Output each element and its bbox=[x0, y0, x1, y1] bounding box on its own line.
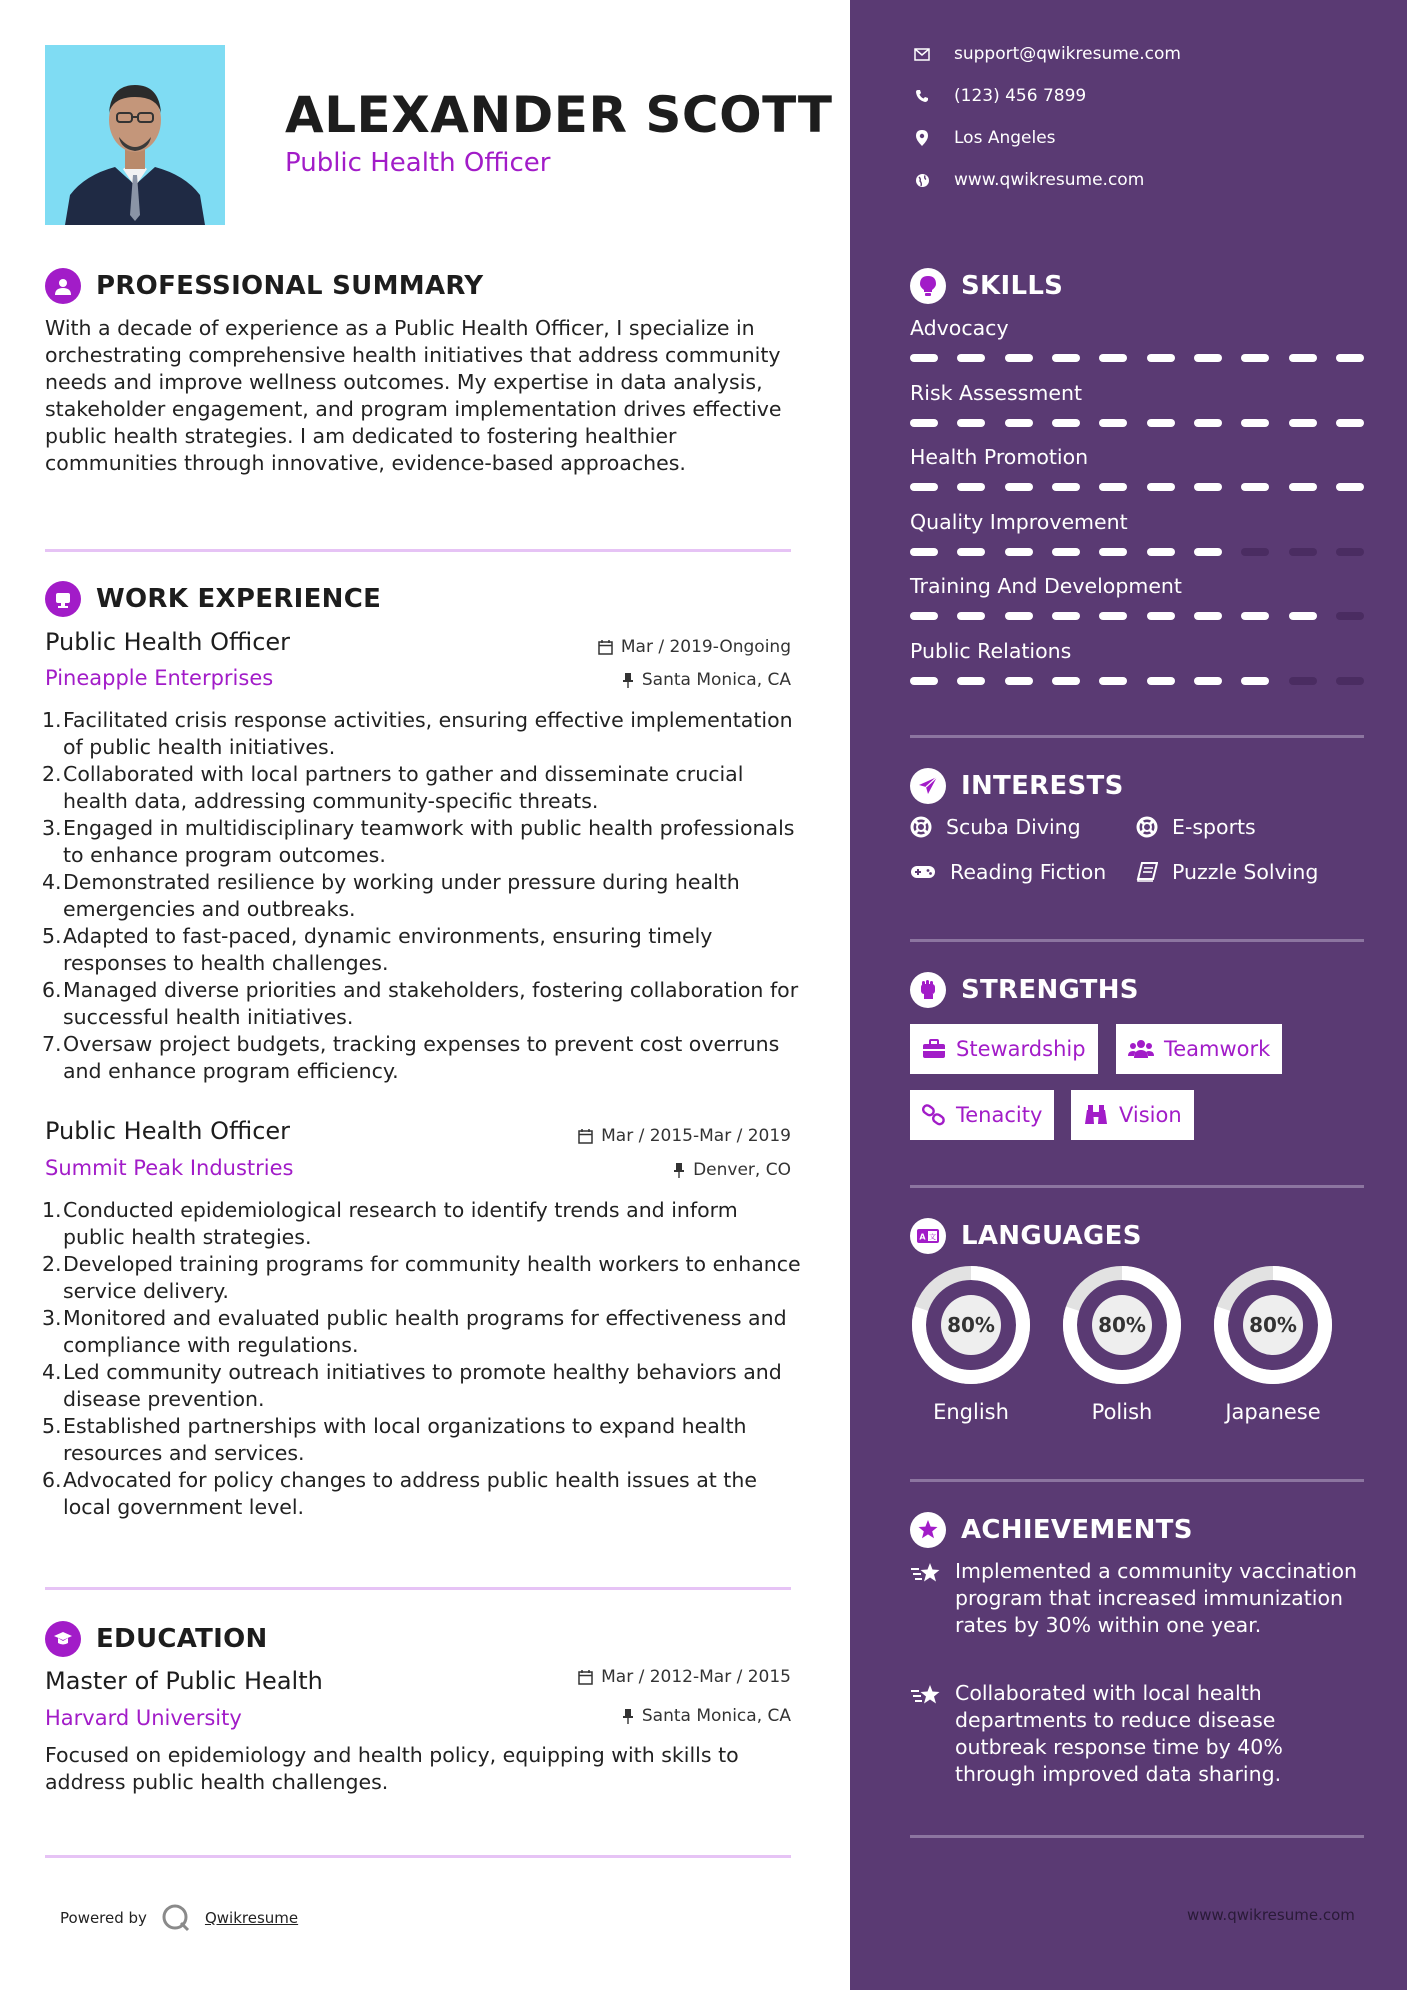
skill-level-bar bbox=[910, 548, 1364, 556]
phone-icon bbox=[910, 89, 934, 103]
degree-title: Master of Public Health bbox=[45, 1667, 323, 1695]
education-description: Focused on epidemiology and health policy, equipping with skills to address public health challenges. bbox=[45, 1743, 739, 1794]
job-title: Public Health Officer bbox=[45, 628, 291, 656]
fist-icon bbox=[910, 972, 946, 1008]
language-name: Japanese bbox=[1225, 1400, 1321, 1424]
achievements-heading bbox=[910, 1512, 1193, 1548]
skill-segment bbox=[1005, 354, 1033, 362]
achievement-item bbox=[910, 1558, 1364, 1639]
divider bbox=[45, 549, 791, 552]
skill-name: Advocacy bbox=[910, 316, 1009, 340]
achievement-text: Implemented a community vaccination program that increased immunization rates by 30% within one year. bbox=[955, 1559, 1358, 1637]
skill-segment bbox=[957, 612, 985, 620]
skill-segment bbox=[910, 483, 938, 491]
list-item: 1. Conducted epidemiological research to identify trends and inform public health strategies. bbox=[42, 1198, 738, 1249]
skill-segment bbox=[1241, 677, 1269, 685]
gamepad-icon bbox=[910, 864, 936, 880]
strength-label: Teamwork bbox=[1164, 1037, 1271, 1061]
skill-segment bbox=[1194, 483, 1222, 491]
job-company: Summit Peak Industries bbox=[45, 1156, 294, 1180]
globe-icon bbox=[910, 173, 934, 188]
briefcase-icon bbox=[922, 1039, 946, 1059]
education-dates-text: Mar / 2012-Mar / 2015 bbox=[601, 1667, 791, 1687]
divider bbox=[45, 1587, 791, 1590]
skill-segment bbox=[1194, 354, 1222, 362]
strength-badge bbox=[1071, 1090, 1194, 1140]
language-ring bbox=[910, 1264, 1032, 1390]
summary-text: With a decade of experience as a Public Health Officer, I specialize in orchestrating comprehensive health initiatives that address community needs and improve wellness outcomes. My expertise in data analysis, stakeholder engagement, and program implementation drives effective public health strategies. I am dedicated to fostering healthier communities through innovative, evidence-based approaches. bbox=[45, 316, 782, 475]
paper-plane-icon bbox=[910, 768, 946, 804]
skill-segment bbox=[910, 612, 938, 620]
candidate-name: ALEXANDER SCOTT bbox=[285, 86, 833, 144]
skills-title: SKILLS bbox=[961, 271, 1064, 301]
skill-segment bbox=[957, 483, 985, 491]
skill-segment bbox=[1289, 354, 1317, 362]
language-percent: 80% bbox=[1249, 1313, 1297, 1337]
education-location-text: Santa Monica, CA bbox=[641, 1706, 791, 1726]
skill-segment bbox=[1241, 483, 1269, 491]
skill-segment bbox=[1336, 612, 1364, 620]
skill-segment bbox=[1052, 548, 1080, 556]
language-percent: 80% bbox=[1098, 1313, 1146, 1337]
skill-segment bbox=[1194, 677, 1222, 685]
skill-segment bbox=[1099, 354, 1127, 362]
skill-level-bar bbox=[910, 419, 1364, 427]
divider bbox=[910, 735, 1364, 738]
job-title: Public Health Officer bbox=[45, 1117, 291, 1145]
skill-name: Health Promotion bbox=[910, 445, 1089, 469]
experience-title: WORK EXPERIENCE bbox=[96, 584, 382, 614]
link-icon bbox=[922, 1104, 946, 1126]
achievements-title: ACHIEVEMENTS bbox=[961, 1515, 1193, 1545]
skill-segment bbox=[1194, 419, 1222, 427]
list-item: 6. Advocated for policy changes to address public health issues at the local government level. bbox=[42, 1468, 757, 1519]
strength-label: Tenacity bbox=[956, 1103, 1043, 1127]
skill-segment bbox=[1336, 419, 1364, 427]
powered-by-label: Powered by bbox=[60, 1909, 147, 1927]
interest-label: Puzzle Solving bbox=[1172, 860, 1319, 884]
skill-segment bbox=[1147, 483, 1175, 491]
interest-item bbox=[1136, 815, 1256, 839]
skill-segment bbox=[1241, 354, 1269, 362]
summary-heading bbox=[45, 268, 483, 304]
book-icon bbox=[1136, 862, 1158, 882]
job-bullets bbox=[42, 707, 802, 1085]
strength-badge bbox=[910, 1024, 1098, 1074]
skill-segment bbox=[1289, 548, 1317, 556]
skill-segment bbox=[910, 548, 938, 556]
job-dates-text: Mar / 2015-Mar / 2019 bbox=[601, 1126, 791, 1146]
skill-segment bbox=[957, 677, 985, 685]
profile-photo bbox=[45, 45, 225, 225]
achievement-text: Collaborated with local health departments to reduce disease outbreak response time by 40% through improved data sharing. bbox=[955, 1681, 1283, 1786]
languages-title: LANGUAGES bbox=[961, 1221, 1142, 1251]
skill-segment bbox=[1005, 677, 1033, 685]
shooting-star-icon bbox=[910, 1558, 955, 1639]
strength-label: Stewardship bbox=[956, 1037, 1086, 1061]
list-item: 5. Established partnerships with local organizations to expand health resources and services. bbox=[42, 1414, 747, 1465]
envelope-icon bbox=[910, 48, 934, 61]
calendar-icon bbox=[578, 1129, 593, 1144]
contact-location-text: Los Angeles bbox=[954, 128, 1056, 148]
briefcase-icon bbox=[45, 581, 81, 617]
skill-segment bbox=[1099, 677, 1127, 685]
svg-text:文: 文 bbox=[929, 1233, 936, 1241]
candidate-role: Public Health Officer bbox=[285, 148, 551, 178]
job-location bbox=[673, 1160, 791, 1180]
graduate-icon bbox=[45, 1621, 81, 1657]
skill-segment bbox=[1289, 677, 1317, 685]
calendar-icon bbox=[598, 640, 613, 655]
shooting-star-icon bbox=[910, 1680, 955, 1788]
interest-label: E-sports bbox=[1172, 815, 1256, 839]
skill-segment bbox=[1241, 612, 1269, 620]
strength-label: Vision bbox=[1119, 1103, 1182, 1127]
lifebuoy-icon bbox=[910, 816, 932, 838]
skill-segment bbox=[1147, 354, 1175, 362]
list-item: 3. Monitored and evaluated public health programs for effectiveness and compliance with regulations. bbox=[42, 1306, 787, 1357]
binoculars-icon bbox=[1083, 1104, 1109, 1126]
skill-segment bbox=[910, 419, 938, 427]
skill-segment bbox=[1099, 419, 1127, 427]
language-icon bbox=[910, 1218, 946, 1254]
skill-segment bbox=[1052, 612, 1080, 620]
contact-website[interactable] bbox=[910, 170, 1144, 190]
languages-heading bbox=[910, 1218, 1142, 1254]
star-badge-icon bbox=[910, 1512, 946, 1548]
skills-heading bbox=[910, 268, 1063, 304]
skill-segment bbox=[1336, 548, 1364, 556]
skill-name: Training And Development bbox=[910, 574, 1182, 598]
interest-label: Scuba Diving bbox=[946, 815, 1081, 839]
skill-segment bbox=[1336, 677, 1364, 685]
list-item: 6. Managed diverse priorities and stakeholders, fostering collaboration for successful health initiatives. bbox=[42, 978, 799, 1029]
skill-segment bbox=[1052, 419, 1080, 427]
skill-level-bar bbox=[910, 483, 1364, 491]
language-name: Polish bbox=[1091, 1400, 1153, 1424]
list-item: 4. Demonstrated resilience by working under pressure during health emergencies and outbreaks. bbox=[42, 870, 740, 921]
powered-by bbox=[60, 1903, 298, 1933]
brand-link[interactable]: Qwikresume bbox=[204, 1909, 299, 1927]
svg-text:A: A bbox=[919, 1232, 926, 1242]
list-item: 7. Oversaw project budgets, tracking expenses to prevent cost overruns and enhance program efficiency. bbox=[42, 1032, 780, 1083]
language-ring bbox=[1212, 1264, 1334, 1390]
map-marker-icon bbox=[910, 130, 934, 146]
list-item: 2. Developed training programs for community health workers to enhance service delivery. bbox=[42, 1252, 801, 1303]
skill-segment bbox=[1147, 612, 1175, 620]
achievement-item bbox=[910, 1680, 1364, 1788]
skill-segment bbox=[1194, 612, 1222, 620]
skill-segment bbox=[957, 548, 985, 556]
list-item: 1. Facilitated crisis response activities, ensuring effective implementation of public health initiatives. bbox=[42, 708, 793, 759]
contact-phone-text: (123) 456 7899 bbox=[954, 86, 1087, 106]
list-item: 5. Adapted to fast-paced, dynamic environments, ensuring timely responses to health challenges. bbox=[42, 924, 713, 975]
footer-website[interactable]: www.qwikresume.com bbox=[1187, 1906, 1355, 1924]
skill-level-bar bbox=[910, 677, 1364, 685]
job-location-text: Denver, CO bbox=[693, 1160, 791, 1180]
skill-segment bbox=[1241, 419, 1269, 427]
pin-icon bbox=[673, 1163, 685, 1178]
interest-item bbox=[1136, 860, 1318, 884]
skill-segment bbox=[1289, 612, 1317, 620]
users-icon bbox=[1128, 1039, 1154, 1059]
skill-segment bbox=[1289, 419, 1317, 427]
skill-segment bbox=[1336, 483, 1364, 491]
skill-segment bbox=[1099, 483, 1127, 491]
lightbulb-icon bbox=[910, 268, 946, 304]
job-dates bbox=[598, 637, 791, 657]
divider bbox=[910, 1479, 1364, 1482]
skill-name: Public Relations bbox=[910, 638, 1072, 663]
skill-level-bar bbox=[910, 612, 1364, 620]
contact-email-text: support@qwikresume.com bbox=[954, 44, 1181, 64]
skill-segment bbox=[1147, 677, 1175, 685]
skill-segment bbox=[1336, 354, 1364, 362]
skill-segment bbox=[1052, 354, 1080, 362]
divider bbox=[910, 1835, 1364, 1838]
skill-segment bbox=[1147, 548, 1175, 556]
skill-level-bar bbox=[910, 354, 1364, 362]
skill-segment bbox=[957, 354, 985, 362]
contact-location bbox=[910, 128, 1056, 148]
calendar-icon bbox=[578, 1670, 593, 1685]
strength-badge bbox=[1116, 1024, 1282, 1074]
strengths-title: STRENGTHS bbox=[961, 975, 1139, 1005]
contact-email[interactable] bbox=[910, 44, 1181, 64]
experience-heading bbox=[45, 581, 381, 617]
job-bullets bbox=[42, 1197, 802, 1521]
skill-segment bbox=[1005, 612, 1033, 620]
strengths-heading bbox=[910, 972, 1139, 1008]
skill-segment bbox=[1052, 483, 1080, 491]
education-location bbox=[622, 1706, 791, 1726]
job-location-text: Santa Monica, CA bbox=[641, 670, 791, 690]
skill-segment bbox=[910, 677, 938, 685]
language-ring bbox=[1061, 1264, 1183, 1390]
skill-segment bbox=[1099, 612, 1127, 620]
interest-item bbox=[910, 815, 1081, 839]
user-icon bbox=[45, 268, 81, 304]
skill-segment bbox=[1099, 548, 1127, 556]
pin-icon bbox=[622, 673, 634, 688]
contact-website-text: www.qwikresume.com bbox=[954, 170, 1145, 190]
job-company: Pineapple Enterprises bbox=[45, 666, 274, 690]
list-item: 2. Collaborated with local partners to gather and disseminate crucial health data, addressing community-specific threats. bbox=[42, 762, 744, 813]
pin-icon bbox=[622, 1709, 634, 1724]
list-item: 4. Led community outreach initiatives to promote healthy behaviors and disease prevention. bbox=[42, 1360, 782, 1411]
list-item: 3. Engaged in multidisciplinary teamwork with public health professionals to enhance program outcomes. bbox=[42, 816, 795, 867]
interests-title: INTERESTS bbox=[961, 771, 1124, 801]
skill-segment bbox=[1194, 548, 1222, 556]
contact-phone[interactable] bbox=[910, 86, 1086, 106]
interest-item bbox=[910, 860, 1106, 884]
skill-segment bbox=[1289, 483, 1317, 491]
divider bbox=[45, 1855, 791, 1858]
skill-segment bbox=[1241, 548, 1269, 556]
skill-segment bbox=[1005, 419, 1033, 427]
language-percent: 80% bbox=[947, 1313, 995, 1337]
divider bbox=[910, 1185, 1364, 1188]
qwikresume-logo-icon bbox=[161, 1903, 191, 1933]
job-dates bbox=[578, 1126, 791, 1146]
job-location bbox=[622, 670, 791, 690]
skill-name: Risk Assessment bbox=[910, 380, 1082, 405]
lifebuoy-icon bbox=[1136, 816, 1158, 838]
skill-segment bbox=[1052, 677, 1080, 685]
skill-segment bbox=[1005, 548, 1033, 556]
skill-name: Quality Improvement bbox=[910, 509, 1128, 534]
strength-badge bbox=[910, 1090, 1054, 1140]
skill-segment bbox=[1147, 419, 1175, 427]
skill-segment bbox=[1005, 483, 1033, 491]
language-name: English bbox=[933, 1400, 1009, 1424]
education-title: EDUCATION bbox=[96, 1624, 268, 1654]
interest-label: Reading Fiction bbox=[950, 860, 1107, 884]
skill-segment bbox=[910, 354, 938, 362]
summary-title: PROFESSIONAL SUMMARY bbox=[96, 271, 484, 301]
skill-segment bbox=[957, 419, 985, 427]
divider bbox=[910, 939, 1364, 942]
school-name: Harvard University bbox=[45, 1706, 242, 1730]
education-dates bbox=[578, 1667, 791, 1687]
job-dates-text: Mar / 2019-Ongoing bbox=[620, 637, 791, 657]
interests-heading bbox=[910, 768, 1124, 804]
education-heading bbox=[45, 1621, 268, 1657]
